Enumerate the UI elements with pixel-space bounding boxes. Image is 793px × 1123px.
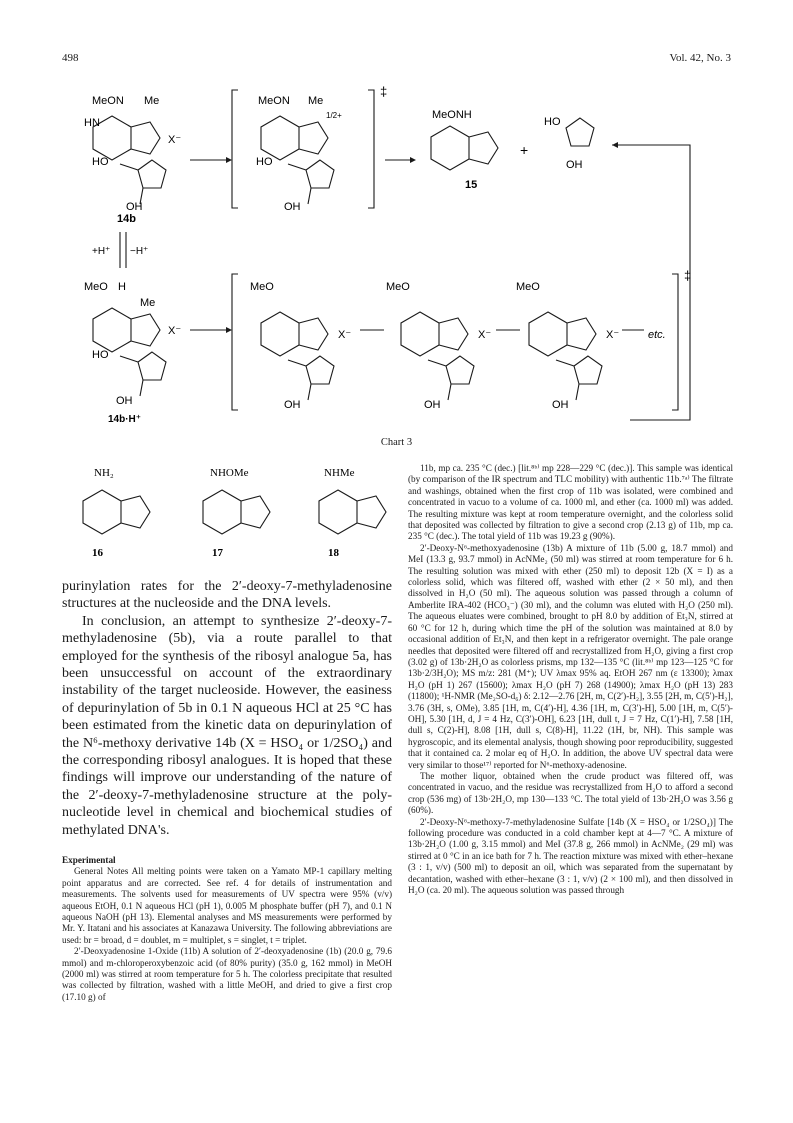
label-meo-r1: MeO bbox=[250, 281, 274, 293]
compound-14bH-label: 14b·H⁺ bbox=[108, 414, 142, 425]
experimental-heading: Experimental bbox=[62, 855, 116, 865]
label-oh-r1: OH bbox=[284, 399, 301, 411]
label-nhme: NHMe bbox=[324, 467, 355, 479]
compound-16-label: 16 bbox=[92, 547, 103, 559]
equilibrium-arrows bbox=[92, 232, 148, 268]
transition-state-bracket-1 bbox=[232, 84, 387, 213]
label-anion-r2: X⁻ bbox=[478, 329, 492, 341]
label-anion-r3: X⁻ bbox=[606, 329, 620, 341]
general-notes: General Notes All melting points were taken on a Yamato MP-1 capillary melting point apparatus and are corrected. See ref. 4 for details of instrumentation and measurements. The solvents used for measurements of UV spectra were 95% (v/v) aqueous EtOH, 0.1 N aqueous HCl (pH 1), 0.005 M phosphate buffer (pH 7), and 0.1 N aqueous NaOH (pH 13). Elemental analyses and MS measurements were performed by Mr. Y. Itatani and his associates at Kanazawa University. The following abbreviations are used: br = broad, d = doublet, m = multiplet, s = singlet, t = triplet. bbox=[62, 866, 392, 945]
label-anion-14b: X⁻ bbox=[168, 134, 182, 146]
label-me-14bh: Me bbox=[140, 297, 156, 309]
label-meon-ts: MeON bbox=[258, 95, 290, 107]
label-meo-r3: MeO bbox=[516, 281, 540, 293]
label-me-ts: Me bbox=[308, 95, 324, 107]
structure-14b bbox=[84, 95, 181, 225]
left-paragraph-1: purinylation rates for the 2′-deoxy-7-methyladenosine structures at the nucleoside and the DNA levels. bbox=[62, 579, 392, 612]
label-me-14b: Me bbox=[144, 95, 160, 107]
label-nh2: NH₂ bbox=[94, 467, 114, 479]
label-anion-14bh: X⁻ bbox=[168, 325, 182, 337]
plus-sign: + bbox=[520, 142, 529, 158]
label-oh-r2: OH bbox=[424, 399, 441, 411]
sugar-cation bbox=[544, 116, 594, 171]
compounds-16-17-18 bbox=[62, 460, 392, 570]
chart-caption: Chart 3 bbox=[380, 437, 413, 448]
structure-14bH bbox=[84, 281, 181, 425]
label-oh-14b: OH bbox=[126, 201, 143, 213]
label-meon-14b: MeON bbox=[92, 95, 124, 107]
right-paragraph-4: 2′-Deoxy-N⁶-methoxy-7-methyladenosine Sulfate [14b (X = HSO₄ or 1/2SO₄)] The following procedure was conducted in a cold chamber kept at 4—7 °C. A mixture of 13b·2H₂O (1.00 g, 3.15 mmol) and MeI (37.8 g, 266 mmol) in AcNMe₂ (29 ml) was stirred at 0 °C in an ice bath for 7 h. The reaction mixture was mixed with ether–hexane (3 : 1, v/v) (500 ml) to deposit an oil, which was separated from the supernatant by decantation, washed with ether–hexane (3 : 1, v/v) (2 × 100 ml), and then dissolved in H₂O (ca. 20 ml). The aqueous solution was passed through bbox=[408, 816, 733, 896]
label-anion-r1: X⁻ bbox=[338, 329, 352, 341]
journal-volume: Vol. 42, No. 3 bbox=[669, 52, 731, 64]
label-half-plus-ts: 1/2+ bbox=[326, 111, 342, 120]
label-ho-ts: HO bbox=[256, 156, 273, 168]
compound-14b-label: 14b bbox=[117, 213, 136, 225]
left-paragraph-2: In conclusion, an attempt to synthesize 2′-deoxy-7-methyladenosine (5b), via a route parallel to that employed for the synthesis of the ribosyl analogue 5a, has been unsuccessful on account of the extraordinary instability of the target nucleoside. However, the easiness of depurinylation of 5b in 0.1 N aqueous HCl at 25 °C has been estimated from the kinetic data on depurinylation of the N⁶-methoxy derivative 14b (X = HSO₄ or 1/2SO₄) and the corresponding ribosyl analogues. It is hoped that these findings will improve our understanding of the nature of the 2′-deoxy-7-methyladenosine structure at the poly-nucleotide level in chemical and biochemical studies of methylated DNA's. bbox=[62, 613, 392, 838]
right-paragraph-3: The mother liquor, obtained when the crude product was filtered off, was concentrated in vacuo, and the residue was recrystallized from H₂O to afford a second crop (536 mg) of 13b·2H₂O, mp 130—133 °C. The total yield of 13b·2H₂O was 3.56 g (60%). bbox=[408, 770, 733, 816]
label-oh-sugar: OH bbox=[566, 159, 583, 171]
label-minus-h: −H⁺ bbox=[130, 246, 149, 257]
resonance-bracket bbox=[232, 268, 691, 411]
label-h-14bh: H bbox=[118, 281, 126, 293]
label-nhome: NHOMe bbox=[210, 467, 249, 479]
label-ho-sugar: HO bbox=[544, 116, 561, 128]
dagger-2: ‡ bbox=[684, 268, 692, 283]
dagger-1: ‡ bbox=[380, 84, 388, 99]
label-meo-r2: MeO bbox=[386, 281, 410, 293]
chart-3-scheme bbox=[0, 0, 793, 470]
compound-18-label: 18 bbox=[328, 547, 339, 559]
structure-15 bbox=[431, 109, 498, 191]
page-number: 498 bbox=[62, 52, 79, 64]
label-plus-h: +H⁺ bbox=[92, 246, 111, 257]
label-hn-14b: HN bbox=[84, 117, 100, 129]
right-column bbox=[408, 463, 733, 896]
compound-11b-paragraph: 2′-Deoxyadenosine 1-Oxide (11b) A solution of 2′-deoxyadenosine (1b) (20.0 g, 79.6 mmol) and m-chloroperoxybenzoic acid (of 80% purity) (35.0 g, 162 mmol) in MeOH (2000 ml) was stirred at room temperature for 5 h. The colorless precipitate that resulted was collected by filtration, washed with a little MeOH, and dried to give a first crop (17.10 g) of bbox=[62, 946, 392, 1002]
experimental-section bbox=[62, 855, 392, 1003]
label-oh-ts: OH bbox=[284, 201, 301, 213]
right-paragraph-1: 11b, mp ca. 235 °C (dec.) [lit.⁸ᵇ⁾ mp 228—229 °C (dec.)]. This sample was identical (by comparison of the IR spectrum and TLC mobility) with authentic 11b.⁷ᵃ⁾ The filtrate and washings, obtained when the first crop of 11b was isolated, were combined and concentrated in vacuo to a volume of ca. 1000 ml, and ether (ca. 1000 ml) was added. The resulting mixture was kept at room temperature overnight, and the colorless solid that deposited was collected by filtration to give a second crop (2.13 g) of 11b, mp ca. 235 °C (dec.). The total yield of 11b was 19.23 g (90%). bbox=[408, 463, 733, 542]
compound-17-label: 17 bbox=[212, 547, 223, 559]
label-oh-r3: OH bbox=[552, 399, 569, 411]
compound-15-label: 15 bbox=[465, 179, 478, 191]
label-meo-14bh: MeO bbox=[84, 281, 108, 293]
right-paragraph-2: 2′-Deoxy-N⁶-methoxyadenosine (13b) A mixture of 11b (5.00 g, 18.7 mmol) and MeI (13.3 g, 93.7 mmol) in AcNMe₂ (50 ml) was stirred at room temperature for 6 h. The resulting solution was mixed with ether (250 ml) to deposit 12b (X = I) as a colorless solid, which was filtered off, washed with ether (2 × 50 ml), and then dissolved in H₂O (50 ml). The aqueous solution was passed through a column of Amberlite IRA-402 (HCO₃⁻) (30 ml), and the column was eluted with H₂O (250 ml). The aqueous eluates were combined, brought to pH 8.0 by addition of Et₃N, stirred at 60 °C for 12 h, during which time the pH of the solution was maintained at 8.0 by occasional addition of Et₃N, and then kept in a refrigerator overnight. The pale orange needles that deposited were filtered off and recrystallized from H₂O, giving a first crop (3.02 g) of 13b·2H₂O as colorless prisms, mp 132—135 °C (lit.⁸ᵇ⁾ mp 123—125 °C for 13b·2/3H₂O); MS m/z: 281 (M⁺); UV λmax 95% aq. EtOH 267 nm (ε 13300); λmax H₂O (pH 1) 267 (15600); λmax H₂O (pH 7) 268 (14900); λmax H₂O (pH 13) 283 (11800); ¹H-NMR (Me₂SO-d₆) δ: 2.12—2.76 [2H, m, C(2′)-H₂], 3.55 [2H, m, C(5′)-H₂], 3.76 (3H, s, OMe), 3.85 [1H, m, C(4′)-H], 4.36 [1H, m, C(3′)-H], 5.00 [1H, m, C(5′)-OH], 5.30 [1H, d, J = 4 Hz, C(3′)-OH], 6.23 [1H, dull t, J = 7 Hz, C(1′)-H], 7.58 [1H, dull s, C(2)-H], 8.08 [1H, dull s, C(8)-H], 11.22 (1H, br, NH). This sample was hygroscopic, and its elemental analysis, though showing poor reproducibility, suggested that it contained ca. 2 molar eq of H₂O. In addition, the above UV spectral data were very similar to those¹⁷⁾ reported for N⁶-methoxy-adenosine. bbox=[408, 542, 733, 770]
label-etc: etc. bbox=[648, 329, 666, 341]
label-oh-14bh: OH bbox=[116, 395, 133, 407]
left-column-main bbox=[62, 578, 392, 839]
label-ho-14b: HO bbox=[92, 156, 109, 168]
label-ho-14bh: HO bbox=[92, 349, 109, 361]
label-meonh-15: MeONH bbox=[432, 109, 472, 121]
